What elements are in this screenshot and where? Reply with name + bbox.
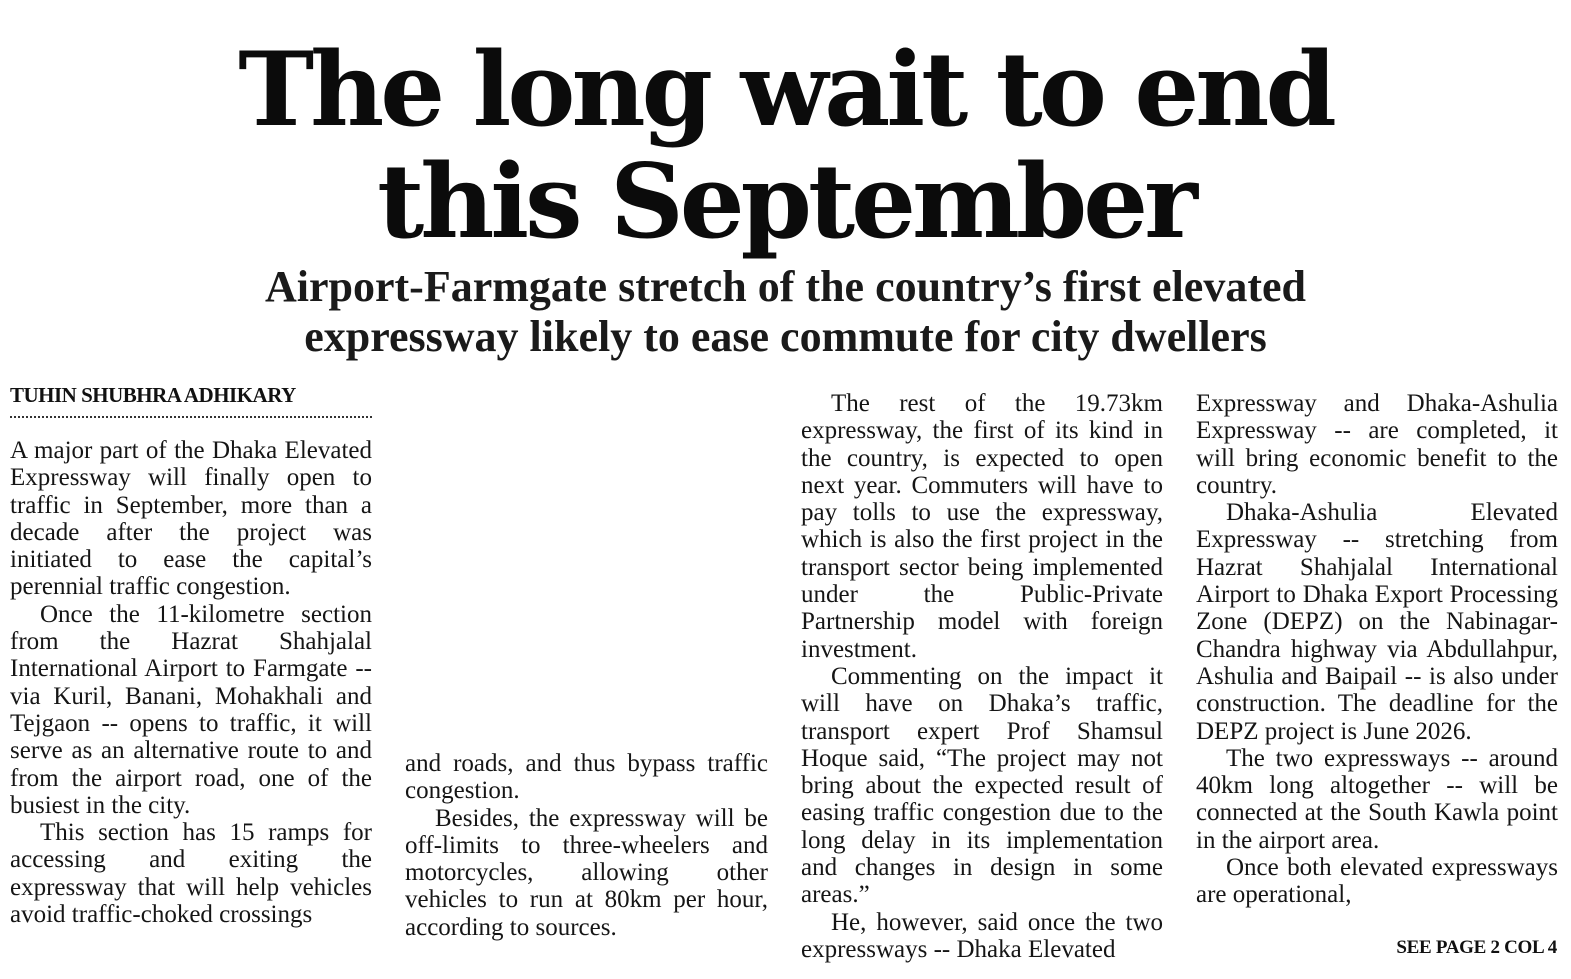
article-column-3 bbox=[801, 390, 1163, 963]
paragraph: Dhaka-Ashulia Elevated Expressway -- stretching from Hazrat Shahjalal International Airport to Dhaka Export Processing Zone (DEPZ) on the Nabinagar-Chandra highway via Abdullahpur, Ashulia and Baipail -- is also under construction. The deadline for the DEPZ project is June 2026. bbox=[1196, 499, 1558, 745]
headline bbox=[0, 30, 1571, 262]
paragraph: The two expressways -- around 40km long altogether -- will be connected at the South Kawla point in the airport area. bbox=[1196, 744, 1558, 854]
paragraph: He, however, said once the two expressways -- Dhaka Elevated bbox=[801, 908, 1163, 963]
byline: TUHIN SHUBHRA ADHIKARY bbox=[10, 383, 372, 418]
headline-line-2: this September bbox=[377, 142, 1194, 262]
subheadline bbox=[0, 262, 1571, 362]
paragraph: Commenting on the impact it will have on Dhaka’s traffic, transport expert Prof Shamsul Hoque said, “The project may not bring about the expected result of easing traffic congestion due to the long delay in its implementation and changes in design in some areas.” bbox=[801, 662, 1163, 909]
subheadline-line-1: Airport-Farmgate stretch of the country’s first elevated bbox=[265, 262, 1306, 311]
continued-on-page-note: SEE PAGE 2 COL 4 bbox=[1396, 937, 1557, 958]
subheadline-line-2: expressway likely to ease commute for city dwellers bbox=[304, 312, 1267, 361]
paragraph: Besides, the expressway will be off-limits to three-wheelers and motorcycles, allowing other vehicles to run at 80km per hour, according to sources. bbox=[405, 804, 768, 941]
article-column-4 bbox=[1196, 390, 1558, 909]
paragraph: Once both elevated expressways are operational, bbox=[1196, 854, 1558, 909]
paragraph: and roads, and thus bypass traffic congestion. bbox=[405, 750, 768, 805]
paragraph: This section has 15 ramps for accessing and exiting the expressway that will help vehicles avoid traffic-choked crossings bbox=[10, 819, 372, 929]
paragraph: A major part of the Dhaka Elevated Expressway will finally open to traffic in September, more than a decade after the project was initiated to ease the capital’s perennial traffic congestion. bbox=[10, 437, 372, 601]
paragraph: The rest of the 19.73km expressway, the first of its kind in the country, is expected to open next year. Commuters will have to pay tolls to use the expressway, which is also the first project in the transport sector being implemented under the Public-Private Partnership model with foreign investment. bbox=[801, 390, 1163, 663]
article-column-1 bbox=[10, 437, 372, 928]
article-column-2 bbox=[405, 750, 768, 941]
headline-line-1: The long wait to end bbox=[238, 30, 1333, 150]
paragraph: Expressway and Dhaka-Ashulia Expressway -- are completed, it will bring economic benefit to the country. bbox=[1196, 390, 1558, 499]
paragraph: Once the 11-kilometre section from the Hazrat Shahjalal International Airport to Farmgate -- via Kuril, Banani, Mohakhali and Tejgaon -- opens to traffic, it will serve as an alternative route to and from the airport road, one of the busiest in the city. bbox=[10, 600, 372, 819]
